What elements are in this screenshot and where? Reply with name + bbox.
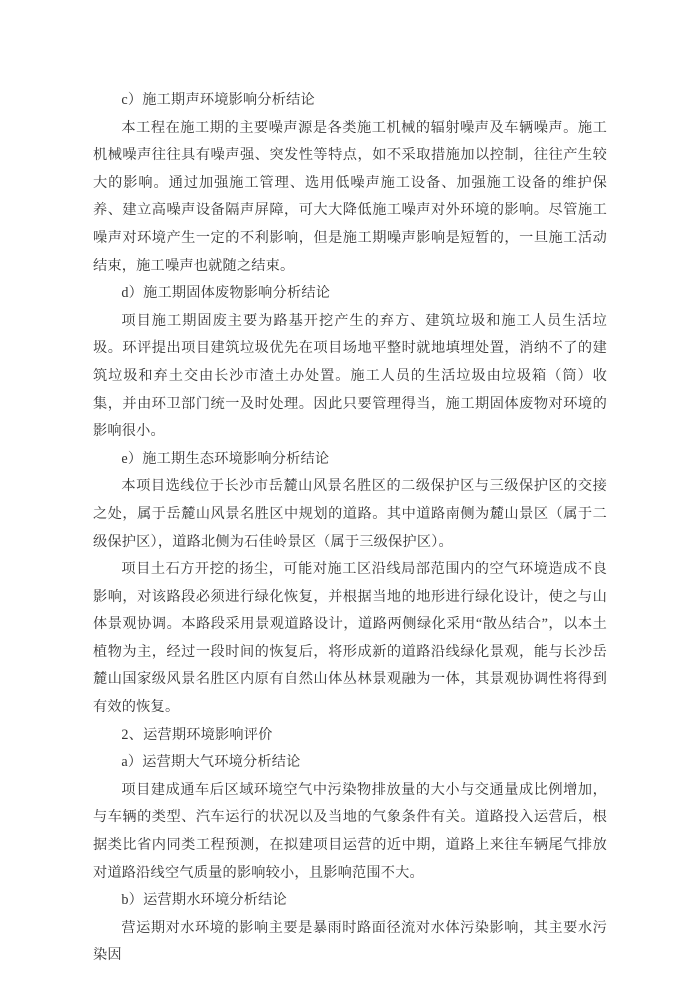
paragraph-operation-water: 营运期对水环境的影响主要是暴雨时路面径流对水体污染影响，其主要水污染因	[93, 919, 607, 964]
document-body	[93, 87, 607, 970]
paragraph-operation-air: 项目建成通车后区域环境空气中污染物排放量的大小与交通量成比例增加，与车辆的类型、汽车运行的状况以及当地的气象条件有关。道路投入运营后，根据类比省内同类工程预测，在拟建项目运营的近中期，道路上来往车辆尾气排放对道路沿线空气质量的影响较小，且影响范围不大。	[93, 781, 607, 881]
section-heading-construction-noise: c）施工期声环境影响分析结论	[121, 92, 315, 108]
section-heading-ecology: e）施工期生态环境影响分析结论	[121, 450, 330, 467]
paragraph-solid-waste: 项目施工期固废主要为路基开挖产生的弃方、建筑垃圾和施工人员生活垃圾。环评提出项目建筑垃圾优先在项目场地平整时就地填埋处置，消纳不了的建筑垃圾和弃土交由长沙市渣土办处置。施工人员的生活垃圾由垃圾箱（筒）收集，并由环卫部门统一及时处理。因此只要管理得当，施工期固体废物对环境的影响很小。	[93, 312, 607, 440]
section-heading-operation-period: 2、运营期环境影响评价	[121, 726, 273, 743]
paragraph-ecology-location: 本项目选线位于长沙市岳麓山风景名胜区的二级保护区与三级保护区的交接之处，属于岳麓山风景名胜区中规划的道路。其中道路南侧为麓山景区（属于二级保护区），道路北侧为石佳岭景区（属于三级保护区）。	[93, 478, 607, 550]
paragraph-construction-noise: 本工程在施工期的主要噪声源是各类施工机械的辐射噪声及车辆噪声。施工机械噪声往往具有噪声强、突发性等特点，如不采取措施加以控制，往往产生较大的影响。通过加强施工管理、选用低噪声施工设备、加强施工设备的维护保养、建立高噪声设备隔声屏障，可大大降低施工噪声对外环境的影响。尽管施工噪声对环境产生一定的不利影响，但是施工期噪声影响是短暂的，一旦施工活动结束，施工噪声也就随之结束。	[93, 119, 607, 274]
section-heading-solid-waste: d）施工期固体废物影响分析结论	[121, 285, 331, 302]
section-heading-operation-water: b）运营期水环境分析结论	[121, 892, 287, 909]
section-heading-operation-air: a）运营期大气环境分析结论	[121, 754, 301, 771]
paragraph-ecology-greening: 项目土石方开挖的扬尘，可能对施工区沿线局部范围内的空气环境造成不良影响，对该路段必须进行绿化恢复，并根据当地的地形进行绿化设计，使之与山体景观协调。本路段采用景观道路设计，道路两侧绿化采用“散丛结合”，以本土植物为主，经过一段时间的恢复后，将形成新的道路沿线绿化景观，能与长沙岳麓山国家级风景名胜区内原有自然山体丛林景观融为一体，其景观协调性将得到有效的恢复。	[93, 561, 607, 716]
